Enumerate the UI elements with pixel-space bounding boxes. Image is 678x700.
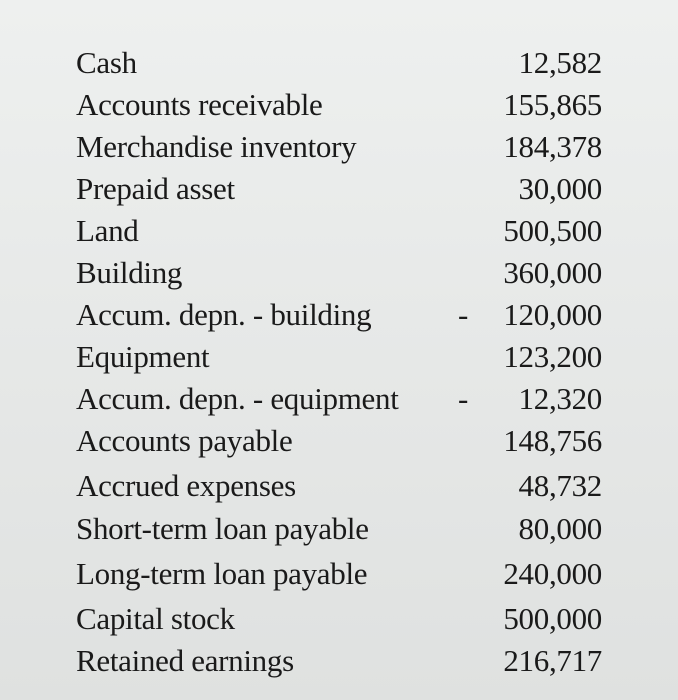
account-row-retained-earnings <box>0 640 678 682</box>
account-row-accum-depn-equipment <box>0 378 678 420</box>
account-amount: 30,000 <box>518 171 602 206</box>
account-row-accrued-expenses <box>0 465 678 507</box>
account-row-short-term-loan-payable <box>0 508 678 550</box>
account-amount: 120,000 <box>503 297 602 332</box>
account-amount: 148,756 <box>503 423 602 458</box>
account-row-building <box>0 252 678 294</box>
negative-sign: - <box>458 381 469 416</box>
account-amount: 12,582 <box>518 45 602 80</box>
account-row-accounts-payable <box>0 420 678 462</box>
account-label: Accounts payable <box>76 423 293 458</box>
account-row-accounts-receivable <box>0 84 678 126</box>
account-amount: 12,320 <box>518 381 602 416</box>
account-row-merchandise-inventory <box>0 126 678 168</box>
account-amount: 240,000 <box>503 556 602 591</box>
account-amount: 80,000 <box>518 511 602 546</box>
account-label: Short-term loan payable <box>76 511 369 546</box>
account-row-prepaid-asset <box>0 168 678 210</box>
account-amount: 500,500 <box>503 213 602 248</box>
account-row-land <box>0 210 678 252</box>
account-label: Capital stock <box>76 601 235 636</box>
account-row-equipment <box>0 336 678 378</box>
negative-sign: - <box>458 297 469 332</box>
account-row-accum-depn-building <box>0 294 678 336</box>
account-label: Merchandise inventory <box>76 129 357 164</box>
account-label: Accrued expenses <box>76 468 296 503</box>
account-amount: 360,000 <box>503 255 602 290</box>
account-amount: 48,732 <box>518 468 602 503</box>
account-label: Accum. depn. - building <box>76 297 372 332</box>
account-label: Equipment <box>76 339 210 374</box>
account-amount: 123,200 <box>503 339 602 374</box>
account-label: Accum. depn. - equipment <box>76 381 399 416</box>
account-amount: 216,717 <box>503 643 602 678</box>
account-label: Accounts receivable <box>76 87 323 122</box>
account-row-cash <box>0 42 678 84</box>
account-row-capital-stock <box>0 598 678 640</box>
account-row-long-term-loan-payable <box>0 553 678 595</box>
account-label: Building <box>76 255 183 290</box>
account-label: Retained earnings <box>76 643 294 678</box>
account-amount: 155,865 <box>503 87 602 122</box>
account-amount: 184,378 <box>503 129 602 164</box>
account-label: Prepaid asset <box>76 171 235 206</box>
account-label: Cash <box>76 45 137 80</box>
account-label: Long-term loan payable <box>76 556 368 591</box>
account-amount: 500,000 <box>503 601 602 636</box>
account-label: Land <box>76 213 139 248</box>
